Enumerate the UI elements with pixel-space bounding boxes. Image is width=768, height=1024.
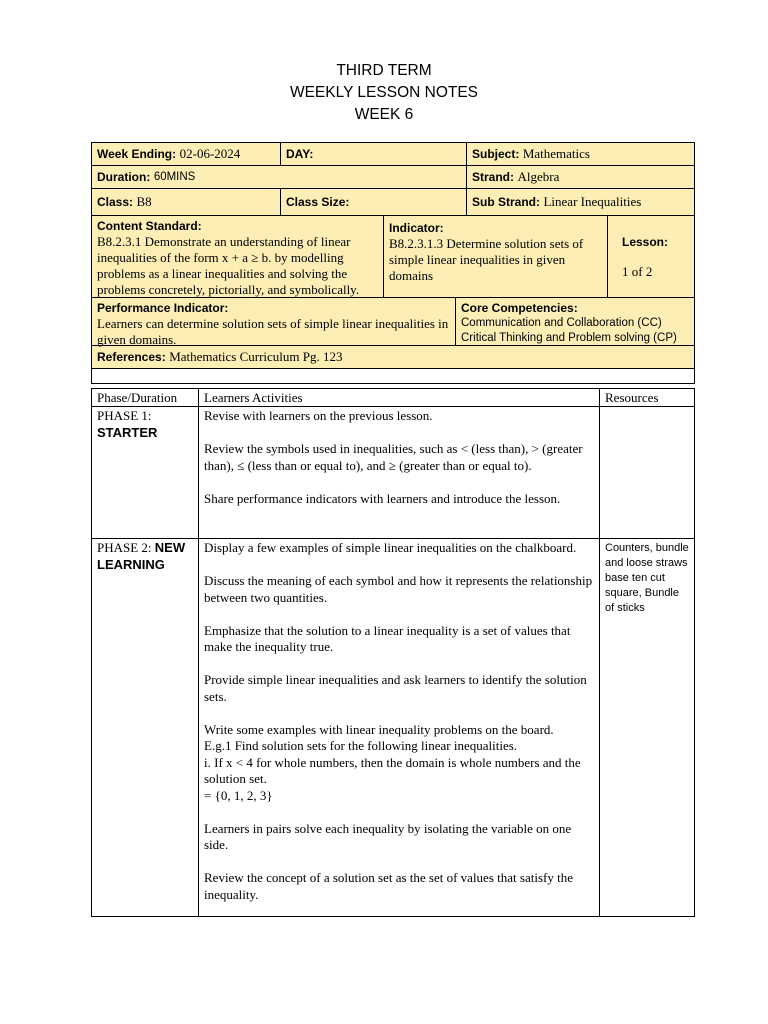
header-row-references xyxy=(92,346,694,369)
week-ending-label: Week Ending: xyxy=(97,147,177,161)
phase-1-prefix: PHASE 1: xyxy=(97,408,152,423)
core-competency-cc: Communication and Collaboration (CC) xyxy=(461,317,662,329)
phase-2-prefix: PHASE 2: xyxy=(97,540,152,555)
subject-value: Mathematics xyxy=(522,146,590,161)
lesson-header-table xyxy=(91,142,695,384)
header-row-week xyxy=(92,143,694,166)
content-standard-cell xyxy=(92,216,384,297)
phase-2-name-new: NEW xyxy=(154,540,186,555)
lesson-label: Lesson: xyxy=(622,234,669,249)
table-header-row xyxy=(92,389,694,407)
title-notes: WEEKLY LESSON NOTES xyxy=(289,84,479,101)
phase-1-activity: Review the symbols used in inequalities, such as < (less than), > (greater than), ≤ (less than or equal to), and ≥ (greater than or equal to). xyxy=(204,441,583,473)
class-label: Class: xyxy=(97,195,134,209)
day-label: DAY: xyxy=(286,147,314,161)
example-line: E.g.1 Find solution sets for the following linear inequalities. xyxy=(204,738,518,753)
core-competencies-label: Core Competencies: xyxy=(461,301,578,315)
class-size-cell xyxy=(281,189,467,215)
class-cell xyxy=(92,189,281,215)
phase-1-resources-cell xyxy=(600,407,694,538)
class-value: B8 xyxy=(136,194,152,209)
header-row-performance xyxy=(92,298,694,346)
class-size-label: Class Size: xyxy=(286,195,350,209)
phase-2-activity: Emphasize that the solution to a linear inequality is a set of values that make the inequality true. xyxy=(204,622,571,654)
example-line: i. If x < 4 for whole numbers, then the domain is whole numbers and the solution set. xyxy=(204,754,581,786)
phase-1-label-cell xyxy=(92,407,199,538)
phase-1-name: STARTER xyxy=(97,424,158,440)
references-cell xyxy=(92,346,694,368)
header-row-spacer xyxy=(92,369,694,383)
references-value: Mathematics Curriculum Pg. 123 xyxy=(169,349,343,364)
phase-2-activity: Provide simple linear inequalities and ask learners to identify the solution sets. xyxy=(204,672,587,704)
performance-value: Learners can determine solution sets of simple linear inequalities in given domains. xyxy=(97,316,449,347)
column-header-activities: Learners Activities xyxy=(199,389,600,406)
strand-label: Strand: xyxy=(472,170,514,184)
lesson-value: 1 of 2 xyxy=(622,263,653,279)
phase-2-activity: Review the concept of a solution set as the set of values that satisfy the inequality. xyxy=(204,870,573,902)
references-label: References: xyxy=(97,350,166,364)
core-competencies-cell xyxy=(456,298,694,345)
phase-2-activity: Discuss the meaning of each symbol and how it represents the relationship between two quantities. xyxy=(204,573,593,605)
phase-2-activity: Display a few examples of simple linear inequalities on the chalkboard. xyxy=(204,540,577,555)
performance-cell xyxy=(92,298,456,345)
indicator-label: Indicator: xyxy=(389,221,444,235)
phase-1-row xyxy=(92,407,694,539)
week-ending-value: 02-06-2024 xyxy=(179,146,241,161)
phase-activities-table xyxy=(91,388,695,917)
content-standard-value: B8.2.3.1 Demonstrate an understanding of linear inequalities of the form x + a ≥ b. by modelling problems as a linear inequalities and solving the problems concretely, pictorially, and symbolically. xyxy=(97,234,360,297)
phase-2-label-cell xyxy=(92,539,199,916)
duration-cell xyxy=(92,166,467,188)
indicator-value: B8.2.3.1.3 Determine solution sets of simple linear inequalities in given domains xyxy=(389,236,584,283)
spacer-cell xyxy=(92,369,694,383)
phase-1-activities-cell xyxy=(199,407,600,538)
week-ending-cell xyxy=(92,143,281,165)
performance-label: Performance Indicator: xyxy=(97,301,229,315)
document-title xyxy=(0,60,768,126)
example-line: = {0, 1, 2, 3} xyxy=(204,787,273,803)
phase-2-example-block xyxy=(204,722,594,805)
phase-1-activity: Revise with learners on the previous lesson. xyxy=(204,408,433,423)
phase-2-row xyxy=(92,539,694,916)
phase-2-activity: Learners in pairs solve each inequality by isolating the variable on one side. xyxy=(204,820,572,852)
duration-label: Duration: xyxy=(97,170,151,184)
sub-strand-value: Linear Inequalities xyxy=(543,194,642,209)
sub-strand-cell xyxy=(467,189,694,215)
header-row-class xyxy=(92,189,694,216)
strand-value: Algebra xyxy=(517,169,560,184)
indicator-cell xyxy=(384,216,608,297)
column-header-resources: Resources xyxy=(605,390,659,405)
column-header-phase: Phase/Duration xyxy=(92,389,199,406)
phase-2-name-learning: LEARNING xyxy=(97,556,165,572)
example-line: Write some examples with linear inequality problems on the board. xyxy=(204,721,554,737)
core-competency-cp: Critical Thinking and Problem solving (CP) xyxy=(461,332,677,344)
subject-label: Subject: xyxy=(472,147,520,161)
strand-cell xyxy=(467,166,694,188)
duration-value: 60MINS xyxy=(153,171,196,183)
title-term: THIRD TERM xyxy=(336,62,432,79)
title-week: WEEK 6 xyxy=(354,106,414,123)
day-cell xyxy=(281,143,467,165)
subject-cell xyxy=(467,143,694,165)
header-row-standard xyxy=(92,216,694,298)
header-row-duration xyxy=(92,166,694,189)
content-standard-label: Content Standard: xyxy=(97,219,202,233)
phase-2-resources-cell: Counters, bundle and loose straws base ten cut square, Bundle of sticks xyxy=(605,542,689,614)
sub-strand-label: Sub Strand: xyxy=(472,195,540,209)
phase-1-activity: Share performance indicators with learners and introduce the lesson. xyxy=(204,490,561,506)
lesson-cell xyxy=(608,216,694,297)
phase-2-activities-cell xyxy=(199,539,600,916)
